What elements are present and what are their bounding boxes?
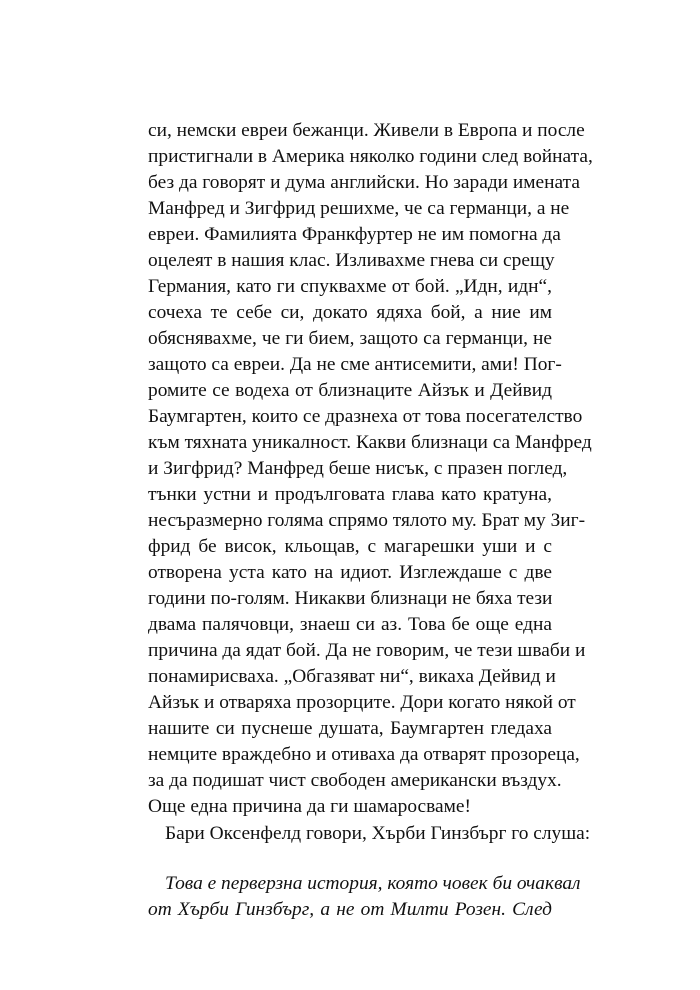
text-line: без да говорят и дума английски. Но заради имената <box>148 172 580 193</box>
text-line: си, немски евреи бежанци. Живели в Европа и после <box>148 120 585 141</box>
text-line: понамирисваха. „Обгазяват ни“, викаха Дейвид и <box>148 666 556 687</box>
text-line: оцелеят в нашия клас. Изливахме гнева си срещу <box>148 250 555 271</box>
text-line: към тяхната уникалност. Какви близнаци са Манфред <box>148 432 592 453</box>
text-line: немците враждебно и отиваха да отварят прозореца, <box>148 744 580 765</box>
text-line: отворена уста като на идиот. Изглеждаше с две <box>148 562 552 583</box>
italic-text-line: от Хърби Гинзбърг, а не от Милти Розен. След <box>148 899 552 920</box>
text-line: фрид бе висок, кльощав, с магарешки уши и с <box>148 536 552 557</box>
text-line: Баумгартен, които се дразнеха от това посегателство <box>148 406 583 427</box>
text-line: несъразмерно голяма спрямо тялото му. Брат му Зиг- <box>148 510 586 531</box>
text-line: двама палячовци, знаеш си аз. Това бе още една <box>148 614 552 635</box>
text-line: Манфред и Зигфрид решихме, че са германци, а не <box>148 198 570 219</box>
text-line: ромите се водеха от близнаците Айзък и Дейвид <box>148 380 552 401</box>
text-line: евреи. Фамилията Франкфуртер не им помогна да <box>148 224 561 245</box>
text-line: и Зигфрид? Манфред беше нисък, с празен поглед, <box>148 458 568 479</box>
text-line: защото са евреи. Да не сме антисемити, ами! Пог- <box>148 354 562 375</box>
text-line: тънки устни и продълговата глава като кратуна, <box>148 484 552 505</box>
text-line: Айзък и отваряха прозорците. Дори когато някой от <box>148 692 576 713</box>
text-line: пристигнали в Америка няколко години след войната, <box>148 146 593 167</box>
text-line: нашите си пуснеше душата, Баумгартен гледаха <box>148 718 552 739</box>
text-line: обяснявахме, че ги бием, защото са германци, не <box>148 328 552 349</box>
text-line: за да подишат чист свободен американски въздух. <box>148 770 562 791</box>
text-line: години по-голям. Никакви близнаци не бяха тези <box>148 588 553 609</box>
paragraph-last-line: Още една причина да ги шамаросваме! <box>148 796 471 817</box>
text-line: Германия, като ги спуквахме от бой. „Идн, идн“, <box>148 276 552 297</box>
italic-text-line: Това е перверзна история, която човек би очаквал <box>165 873 581 894</box>
speaker-line: Бари Оксенфелд говори, Хърби Гинзбърг го слуша: <box>165 823 591 844</box>
text-line: причина да ядат бой. Да не говорим, че тези шваби и <box>148 640 586 661</box>
text-line: сочеха те себе си, докато ядяха бой, а ние им <box>148 302 552 323</box>
